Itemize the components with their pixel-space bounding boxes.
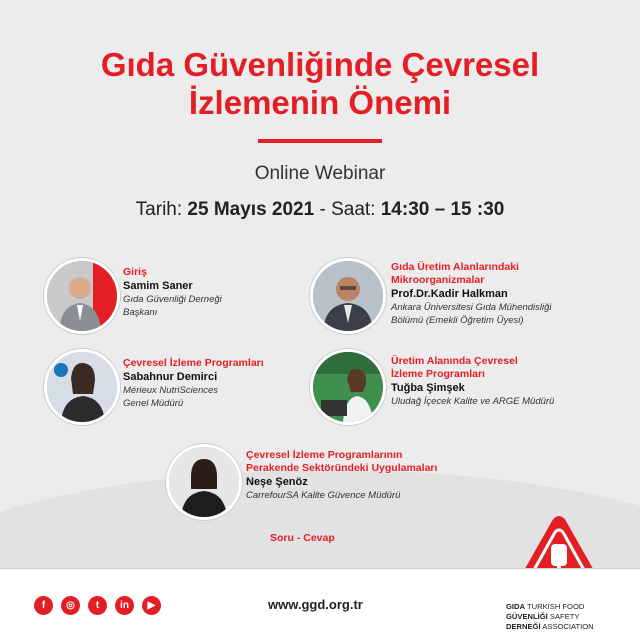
title-line-2: İzlemenin Önemi	[188, 84, 452, 121]
youtube-icon[interactable]: ▶	[142, 596, 161, 615]
speaker-topic: Mikroorganizmalar	[391, 274, 485, 286]
logo-text-tr: DERNEĞİ	[506, 622, 541, 631]
facebook-icon[interactable]: f	[34, 596, 53, 615]
speaker-role: Mérieux NutriSciences	[123, 385, 219, 396]
instagram-icon[interactable]: ◎	[61, 596, 80, 615]
speaker-topic: İzleme Programları	[391, 368, 485, 380]
time-label: Saat:	[331, 199, 381, 220]
speaker-role: Ankara Üniversitesi Gıda Mühendisliği	[391, 302, 552, 313]
footer-divider	[0, 568, 640, 569]
speaker-photo-nese-senoz	[166, 444, 242, 520]
association-logo-text	[506, 602, 616, 632]
speaker-role: Gıda Güvenliği Derneği	[123, 294, 222, 305]
speaker-photo-tugba-simsek	[310, 349, 386, 425]
logo-text-en: TURKISH FOOD	[526, 602, 585, 611]
qa-session-label: Soru - Cevap	[270, 532, 335, 544]
speaker-name: Neşe Şenöz	[246, 476, 308, 488]
title-line-1: Gıda Güvenliğinde Çevresel	[100, 46, 540, 83]
logo-text-tr: GIDA	[506, 602, 525, 611]
speaker-block-samim-saner	[123, 266, 303, 319]
poster-title	[0, 46, 640, 122]
time-value: 14:30 – 15 :30	[380, 199, 505, 220]
speaker-topic: Gıda Üretim Alanlarındaki	[391, 261, 519, 273]
logo-text-en: SAFETY	[549, 612, 580, 621]
speaker-name: Sabahnur Demirci	[123, 371, 218, 383]
speaker-role: CarrefourSA Kalite Güvence Müdürü	[246, 490, 401, 501]
speaker-photo-sabahnur-demirci	[44, 349, 120, 425]
speaker-block-kadir-halkman	[391, 261, 621, 327]
speaker-role: Başkanı	[123, 307, 158, 318]
speaker-topic: Üretim Alanında Çevresel	[391, 355, 518, 367]
speaker-topic: Giriş	[123, 266, 147, 278]
speaker-block-sabahnur-demirci	[123, 357, 313, 410]
website-link[interactable]: www.ggd.org.tr	[268, 597, 363, 612]
logo-text-tr: GÜVENLİĞİ	[506, 612, 548, 621]
webinar-label: Online Webinar	[254, 163, 386, 184]
speaker-name: Tuğba Şimşek	[391, 382, 465, 394]
date-time-line	[0, 199, 640, 221]
speaker-name: Prof.Dr.Kadir Halkman	[391, 288, 508, 300]
logo-text-en: ASSOCIATION	[542, 622, 594, 631]
speaker-name: Samim Saner	[123, 280, 193, 292]
title-underline	[258, 139, 382, 143]
speaker-topic: Perakende Sektöründeki Uygulamaları	[246, 462, 438, 474]
twitter-icon[interactable]: t	[88, 596, 107, 615]
speaker-block-nese-senoz	[246, 449, 506, 502]
date-value: 25 Mayıs 2021	[187, 199, 315, 220]
speaker-role: Bölümü (Emekli Öğretim Üyesi)	[391, 315, 524, 326]
date-label: Tarih:	[135, 199, 188, 220]
speaker-photo-kadir-halkman	[310, 258, 386, 334]
speaker-photo-samim-saner	[44, 258, 120, 334]
date-separator: -	[314, 199, 332, 220]
speaker-topic: Çevresel İzleme Programlarının	[246, 449, 403, 461]
linkedin-icon[interactable]: in	[115, 596, 134, 615]
speaker-block-tugba-simsek	[391, 355, 621, 408]
speaker-topic: Çevresel İzleme Programları	[123, 357, 264, 369]
speaker-role: Genel Müdürü	[123, 398, 184, 409]
speaker-role: Uludağ İçecek Kalite ve ARGE Müdürü	[391, 396, 555, 407]
